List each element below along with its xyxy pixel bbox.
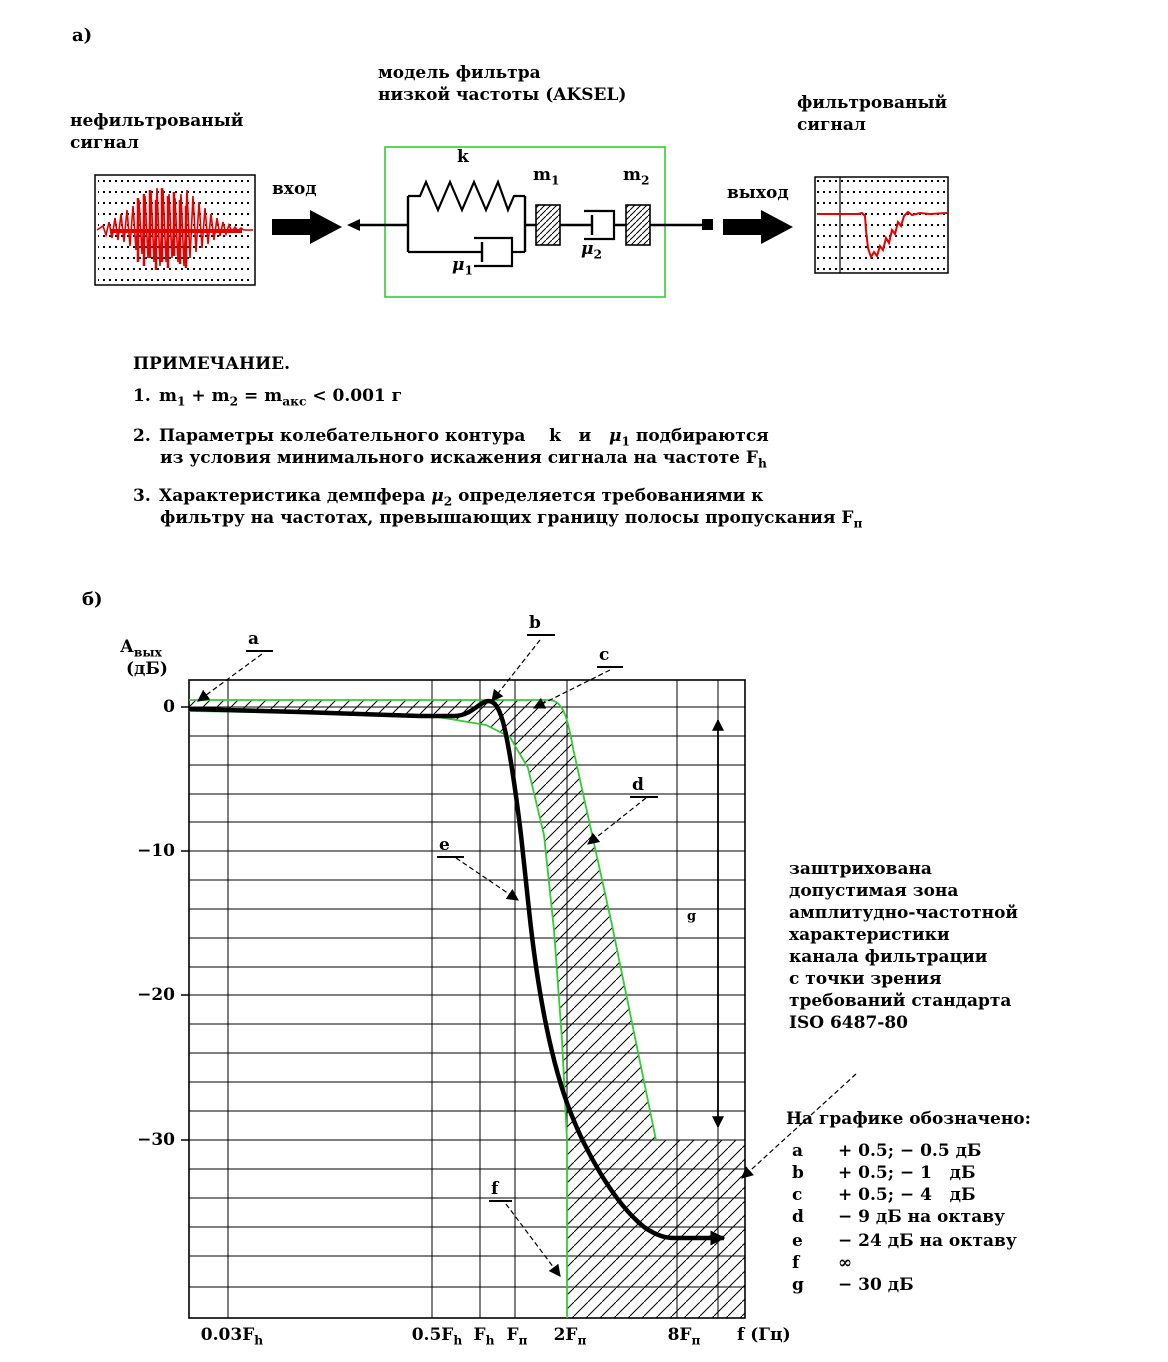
text-part: h: [757, 456, 767, 471]
zone-note-line: канала фильтрации: [789, 947, 988, 967]
y-tick-0: 0: [163, 697, 175, 717]
text-part: фильтру на частотах, превышающих границу полосы пропускания: [160, 508, 842, 528]
text-part: h: [254, 1333, 264, 1348]
text-part: m: [159, 386, 177, 406]
damper1-label: [452, 256, 473, 276]
text-part: 1: [464, 263, 473, 278]
zone-note-line: требований стандарта: [789, 991, 1012, 1011]
filtered-signal-label-line1: фильтрованый: [797, 93, 948, 113]
part-a-label: а): [72, 25, 93, 46]
legend-heading: На графике обозначено:: [786, 1109, 1031, 1129]
callout-a: a: [246, 630, 273, 652]
filter-model-circuit: [347, 147, 713, 297]
text-part: 1: [551, 173, 560, 188]
mass1-box: [536, 205, 560, 245]
note-item-2-line2: [160, 449, 767, 469]
callout-g: g: [687, 909, 697, 924]
text-part: 0.5F: [411, 1325, 454, 1345]
text-part: F: [841, 508, 854, 528]
zone-note-line: характеристики: [789, 925, 950, 945]
text-part: μ: [609, 426, 622, 446]
text-part: h: [485, 1333, 495, 1348]
unfiltered-signal-label-line1: нефильтрованый: [70, 111, 244, 131]
x-axis-end-label: f (Гц): [737, 1325, 791, 1345]
text-part: + m: [185, 386, 230, 406]
zone-note-line: ISO 6487-80: [789, 1013, 908, 1033]
text-part: п: [577, 1333, 587, 1348]
legend-key-a: a: [792, 1141, 804, 1161]
text-part: F: [745, 448, 758, 468]
legend-value-f: ∞: [838, 1253, 853, 1273]
x-tick-Fn: [495, 1326, 539, 1346]
zone-note-line: допустимая зона: [789, 881, 959, 901]
text-part: 2: [593, 247, 602, 262]
text-part: Характеристика демпфера: [159, 486, 432, 506]
y-tick-minus20: −20: [137, 985, 175, 1005]
legend-key-g: g: [792, 1275, 804, 1295]
note-item-1: [133, 387, 402, 407]
x-tick-8Fn: [659, 1326, 709, 1346]
text-part: 2: [443, 494, 453, 509]
filtered-signal-scope: [815, 177, 948, 273]
legend-key-e: e: [792, 1231, 803, 1251]
text-part: < 0.001 г: [306, 386, 403, 406]
allowed-zone: [189, 700, 745, 1318]
text-part: п: [691, 1333, 701, 1348]
y-axis-label: [120, 638, 162, 658]
unfiltered-signal-scope: [95, 175, 255, 285]
legend-key-f: f: [792, 1253, 800, 1273]
filtered-signal-label-line2: сигнал: [797, 115, 866, 135]
y-axis-units: (дБ): [126, 659, 168, 679]
spring-symbol: [408, 182, 525, 210]
callout-c: c: [597, 646, 623, 668]
note-item-3-line1: [133, 487, 763, 507]
text-part: вых: [133, 645, 162, 660]
text-part: 2: [229, 394, 239, 409]
input-label: вход: [272, 179, 317, 199]
output-label: выход: [727, 183, 789, 203]
mass1-label: [533, 166, 560, 186]
text-part: F: [506, 1325, 519, 1345]
damper2-label: [581, 240, 602, 260]
input-arrow: [272, 210, 342, 244]
legend-value-g: − 30 дБ: [838, 1275, 914, 1295]
callout-d: d: [630, 776, 658, 798]
mass2-box: [626, 205, 650, 245]
output-arrow: [723, 210, 793, 244]
note-number: 2.: [133, 426, 151, 446]
zone-note-line: с точки зрения: [789, 969, 942, 989]
callout-f: f: [489, 1180, 512, 1202]
text-part: 2F: [553, 1325, 578, 1345]
zone-note-line: заштрихована: [789, 859, 932, 879]
text-part: μ: [581, 239, 594, 259]
mass2-label: [623, 166, 650, 186]
callout-b: b: [527, 614, 555, 636]
text-part: 8F: [667, 1325, 692, 1345]
legend-value-c: + 0.5; − 4 дБ: [838, 1185, 976, 1205]
legend-key-c: c: [792, 1185, 803, 1205]
legend-value-a: + 0.5; − 0.5 дБ: [838, 1141, 982, 1161]
filter-model-title-line1: модель фильтра: [378, 63, 541, 83]
zone-note-line: амплитудно-частотной: [789, 903, 1019, 923]
spring-label: k: [457, 147, 469, 167]
text-part: п: [853, 516, 863, 531]
legend-value-b: + 0.5; − 1 дБ: [838, 1163, 976, 1183]
text-part: подбираются: [629, 426, 769, 446]
notes-heading: ПРИМЕЧАНИЕ.: [133, 354, 291, 374]
text-part: 1: [177, 394, 186, 409]
text-part: акс: [282, 394, 307, 409]
filter-model-title-line2: низкой частоты (AKSEL): [378, 85, 627, 105]
text-part: m: [623, 165, 641, 185]
y-tick-minus10: −10: [137, 841, 175, 861]
text-part: 0.03F: [200, 1325, 255, 1345]
text-part: μ: [431, 486, 444, 506]
legend-value-d: − 9 дБ на октаву: [838, 1207, 1005, 1227]
text-part: m: [533, 165, 551, 185]
text-part: Параметры колебательного контура k и: [159, 426, 609, 446]
part-b-label: б): [82, 589, 103, 610]
text-part: 1: [621, 434, 630, 449]
text-part: h: [453, 1333, 463, 1348]
note-number: 1.: [133, 386, 151, 406]
text-part: определяется требованиями к: [452, 486, 764, 506]
text-part: = m: [238, 386, 283, 406]
y-tick-minus30: −30: [137, 1130, 175, 1150]
text-part: 2: [641, 173, 650, 188]
legend-key-b: b: [792, 1163, 804, 1183]
legend-key-d: d: [792, 1207, 804, 1227]
unfiltered-signal-label-line2: сигнал: [70, 133, 139, 153]
note-item-2-line1: [133, 427, 769, 447]
text-part: А: [120, 637, 134, 657]
note-item-3-line2: [160, 509, 862, 529]
note-number: 3.: [133, 486, 151, 506]
x-tick-2Fn: [545, 1326, 595, 1346]
text-part: F: [473, 1325, 486, 1345]
legend-value-e: − 24 дБ на октаву: [838, 1231, 1017, 1251]
x-tick-003Fh: [187, 1326, 277, 1346]
text-part: μ: [452, 255, 465, 275]
text-part: из условия минимального искажения сигнала на частоте: [160, 448, 746, 468]
text-part: п: [518, 1333, 528, 1348]
callout-e: e: [437, 836, 464, 858]
